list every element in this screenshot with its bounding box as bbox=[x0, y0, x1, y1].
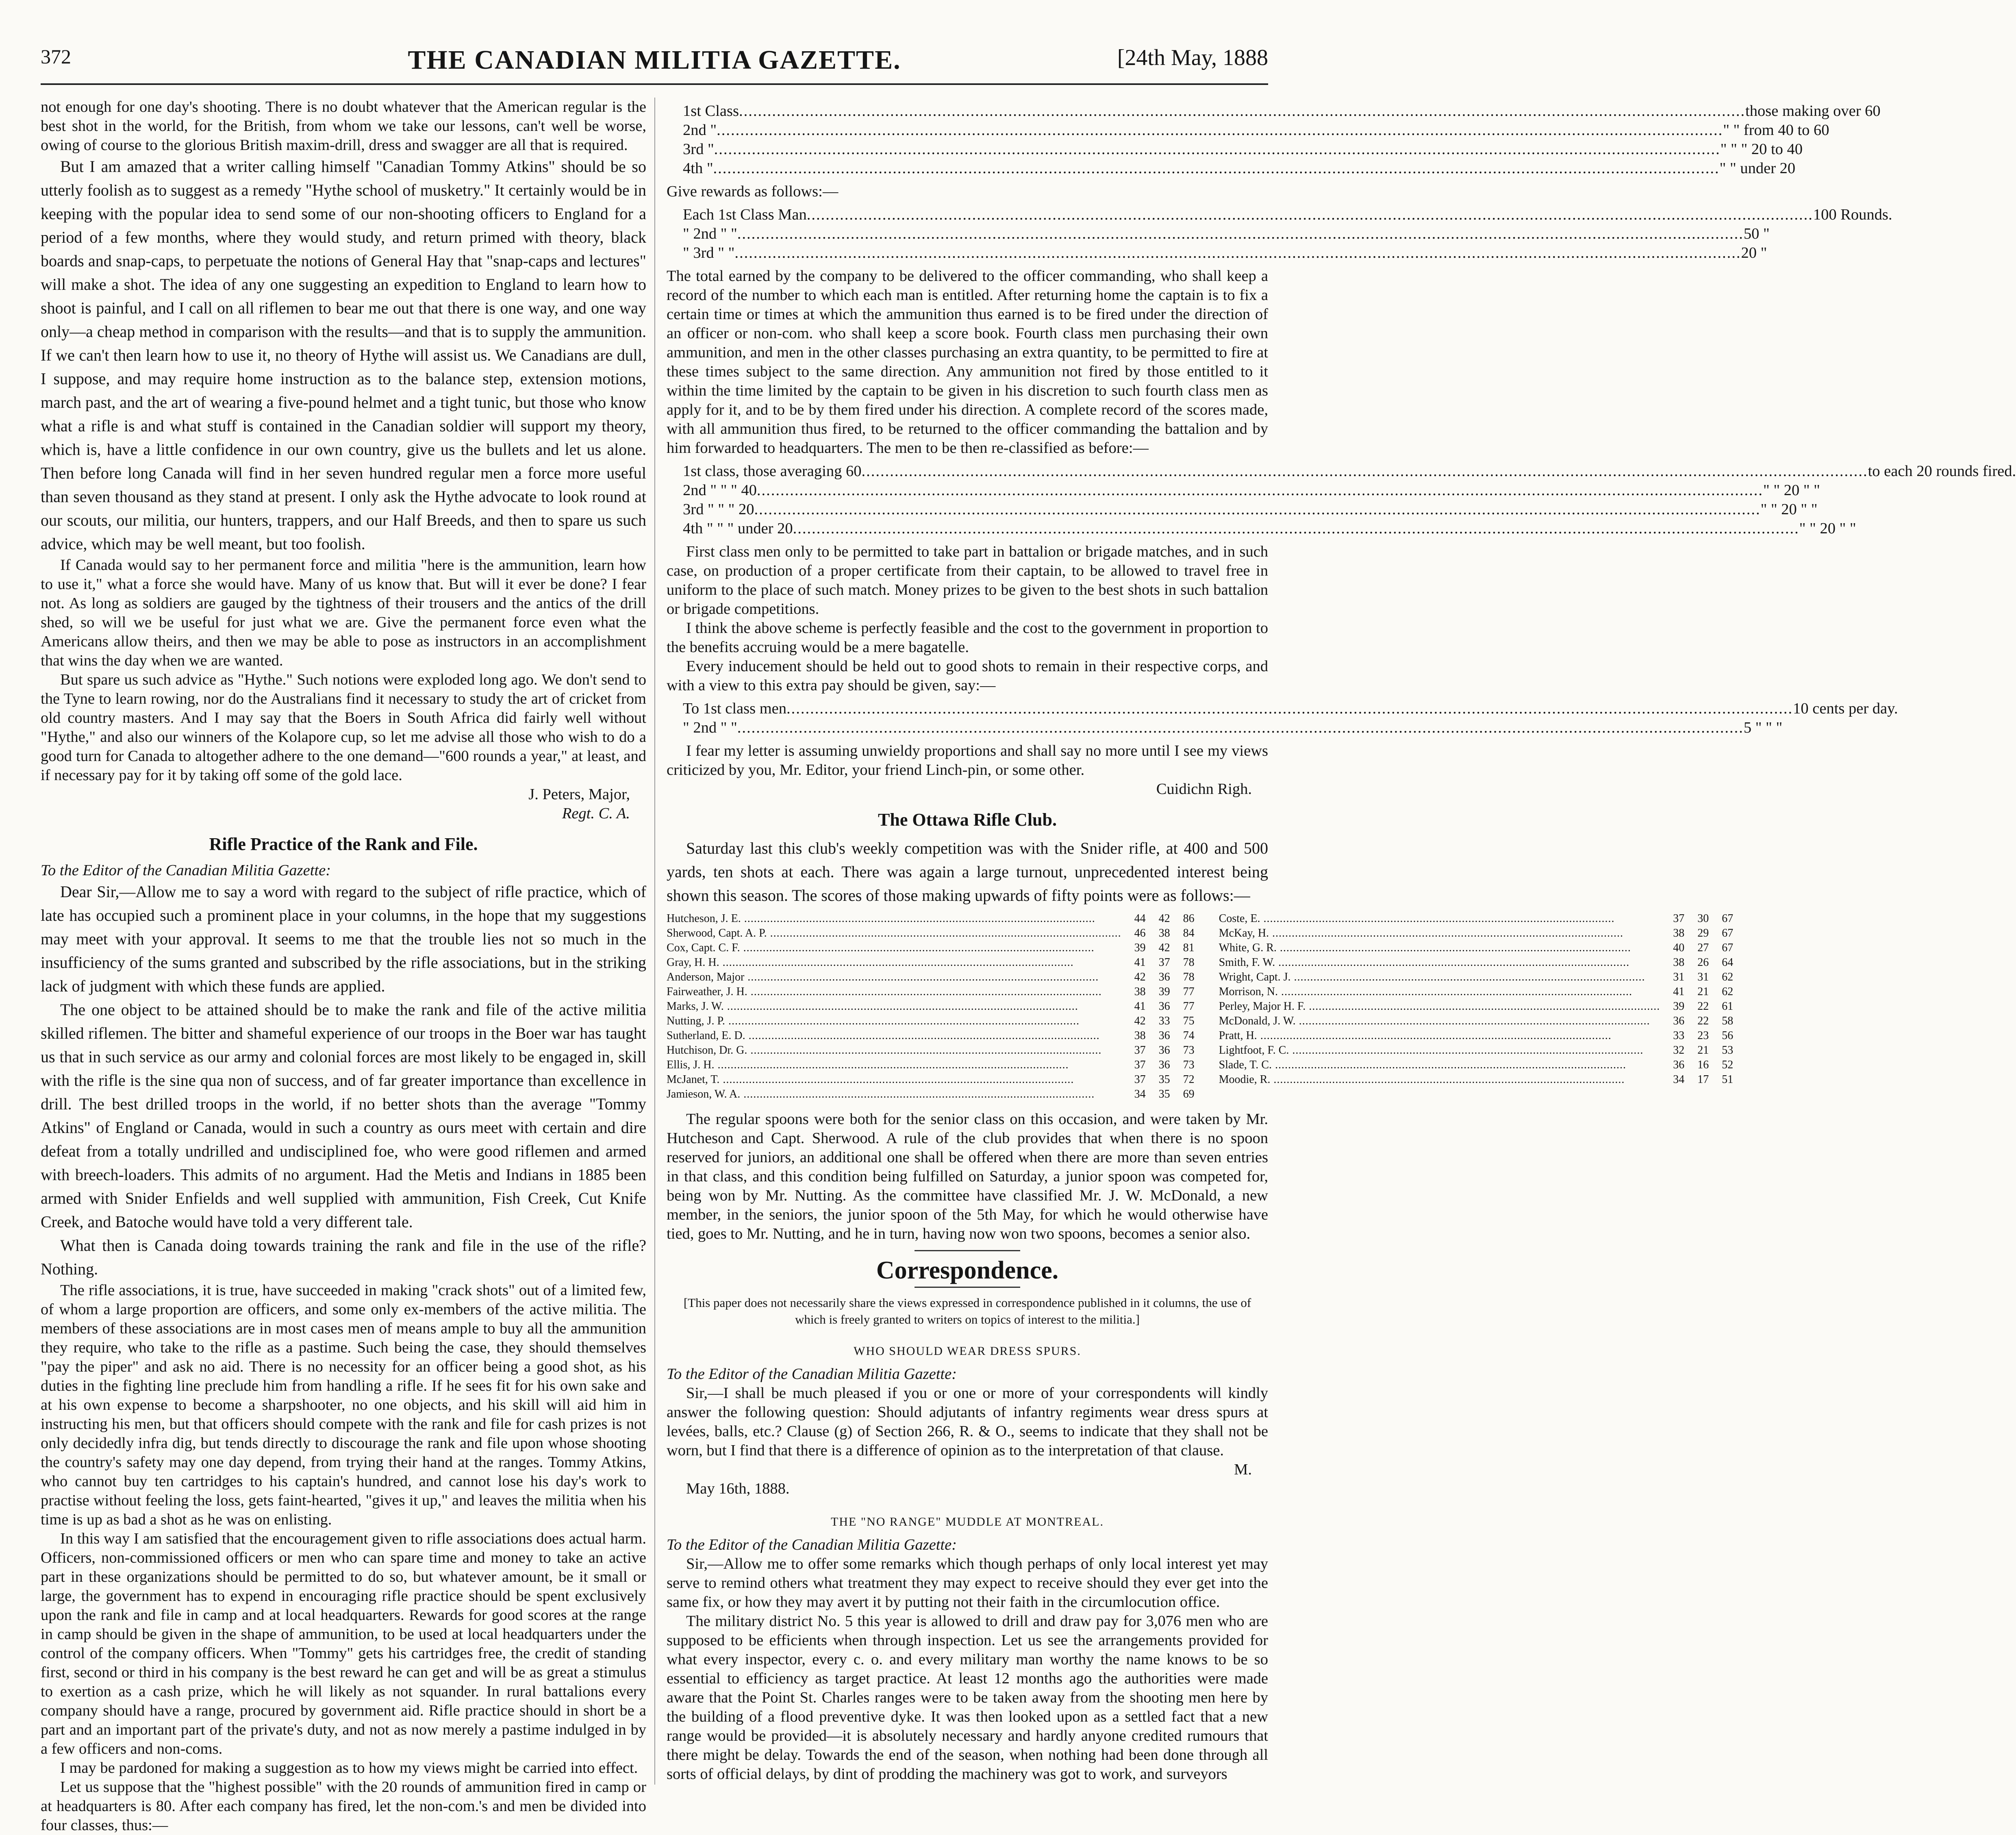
score-value: 34 bbox=[1673, 1073, 1685, 1086]
score-value: 26 bbox=[1697, 956, 1709, 969]
score-value: 40 bbox=[1673, 941, 1685, 954]
score-value: 37 bbox=[1158, 956, 1170, 969]
list-item: " 2nd " " ..... 5 " " " bbox=[683, 718, 1268, 737]
letter-heading: THE "NO RANGE" MUDDLE AT MONTREAL. bbox=[831, 1515, 1104, 1528]
issue-date: [24th May, 1888 bbox=[1117, 45, 1268, 70]
shooter-name: McDonald, J. W. ..... bbox=[1219, 1014, 1660, 1028]
shooter-name: White, G. R. ..... bbox=[1219, 941, 1660, 955]
paragraph: Sir,—Allow me to offer some remarks which though perhaps of only local interest yet may serve to remind others what treatment they may expect to receive should they ever get into the same fix, or how they may avert it by putting not their faith in the circumlocution office. bbox=[667, 1555, 1268, 1611]
shooter-name: Jamieson, W. A. ..... bbox=[667, 1087, 1121, 1102]
score-total: 61 bbox=[1722, 1000, 1734, 1013]
score-value: 38 bbox=[1158, 927, 1170, 939]
score-total: 52 bbox=[1722, 1059, 1734, 1071]
shooter-name: Hutcheson, J. E. ..... bbox=[667, 911, 1121, 926]
shooter-name: McJanet, T. ..... bbox=[667, 1072, 1121, 1087]
score-value: 37 bbox=[1673, 912, 1685, 925]
table-row bbox=[1219, 926, 1734, 941]
shooter-name: Gray, H. H. ..... bbox=[667, 955, 1121, 970]
score-value: 31 bbox=[1673, 971, 1685, 983]
paragraph: The military district No. 5 this year is allowed to drill and draw pay for 3,076 men who are supposed to be efficients when through inspection. Let us see the arrangements provided for what every inspector, every c. o. and every military man worthy the name knows to be so essential to efficiency as target practice. At least 12 months ago the authorities were made aware that the Point St. Charles ranges were to be taken away from the shooting men here by the building of a flood preventive dyke. It was then looked upon as a settled fact that a new range would be provided—it is absolutely necessary and hardly anyone credited rumours that there might be delay. Towards the end of the season, when nothing had been done through all sorts of official delays, by dint of prodding the machinery was got to work, and surveyors bbox=[667, 1613, 1268, 1783]
score-value: 42 bbox=[1158, 912, 1170, 925]
paragraph: Give rewards as follows:— bbox=[667, 183, 839, 200]
table-row bbox=[1219, 970, 1734, 985]
score-value: 36 bbox=[1158, 1000, 1170, 1013]
paragraph: The rifle associations, it is true, have succeeded in making "crack shots" out of a limited few, of whom a large proportion are officers, and some only ex-members of the active militia. The members of these associations are in most cases men of means ample to buy all the ammunition they require, who take to the rifle as a pastime. Such being the case, they should themselves "pay the piper" and ask no aid. There is no necessity for an officer being a good shot, as his duties in the fighting line preclude him from handling a rifle. If he sees fit for his own sake and at his own expense to become a sharpshooter, no one objects, and his skill will aid him in instructing his men, but that officers should compete with the rank and file for cash prizes is not only decidedly infra dig, but tends directly to discourage the rank and file upon whose shooting the country's safety may one day depend, from trying their hand at the ranges. Tommy Atkins, who cannot buy ten cartridges to his captain's hundred, and cannot lose his day's work to practise without feeling the loss, gets faint-hearted, "gives it up," and leaves the militia when his time is up as bad a shot as he was on enlisting. bbox=[41, 1282, 646, 1528]
article-heading: The Ottawa Rifle Club. bbox=[878, 810, 1057, 830]
score-total: 77 bbox=[1183, 1000, 1195, 1013]
paragraph: First class men only to be permitted to take part in battalion or brigade matches, and in such case, on production of a proper certificate from their captain, to be allowed to travel free in uniform to the place of such match. Money prizes to be given to the best shots in such battalion or brigade competitions. bbox=[667, 543, 1268, 617]
table-row bbox=[667, 1014, 1195, 1028]
paragraph: not enough for one day's shooting. There is no doubt whatever that the American regular is the best shot in the world, for the British, from whom we take our lessons, can't well be worse, owing of course to the glorious British maxim-drill, dress and swagger are all that is required. bbox=[41, 98, 646, 154]
table-row bbox=[667, 1043, 1195, 1058]
score-total: 69 bbox=[1183, 1088, 1195, 1100]
page-header bbox=[41, 45, 1268, 81]
letter-heading: WHO SHOULD WEAR DRESS SPURS. bbox=[854, 1344, 1081, 1358]
shooter-name: Pratt, H. ..... bbox=[1219, 1028, 1660, 1043]
score-total: 67 bbox=[1722, 941, 1734, 954]
score-value: 37 bbox=[1134, 1073, 1146, 1086]
score-value: 41 bbox=[1134, 1000, 1146, 1013]
shooter-name: Coste, E. ..... bbox=[1219, 911, 1660, 926]
list-item: " 2nd " " ..... 50 " bbox=[683, 224, 1268, 244]
salutation: To the Editor of the Canadian Militia Gazette: bbox=[41, 862, 331, 879]
shooter-name: Smith, F. W. ..... bbox=[1219, 955, 1660, 970]
table-row bbox=[667, 926, 1195, 941]
score-value: 21 bbox=[1697, 1044, 1709, 1057]
list-item: 4th " ..... " " under 20 bbox=[683, 159, 1268, 178]
paragraph: In this way I am satisfied that the encouragement given to rifle associations does actual harm. Officers, non-commissioned officers or men who can spare time and money to take an active part in these organizations should be permitted to do so, but whatever amount, be it small or large, the government has to expend in encouraging rifle practice should be spent exclusively upon the rank and file in camp and at local headquarters. Rewards for good scores at the range in camp should be given in the shape of ammunition, to be used at local headquarters under the control of the company officers. When "Tommy" gets his cartridges free, the credit of standing first, second or third in his company is the best reward he can get and will be as great a stimulus to exertion as a cash prize, which he will likely as not squander. In rural battalions every company should have a range, procured by government aid. Rifle practice should in short be a part and an important part of the private's duty, and not as now merely a pastime indulged in by a few officers and non-coms. bbox=[41, 1530, 646, 1757]
score-total: 51 bbox=[1722, 1073, 1734, 1086]
table-row bbox=[1219, 985, 1734, 999]
shooter-name: Wright, Capt. J. ..... bbox=[1219, 970, 1660, 985]
section-heading: Correspondence. bbox=[876, 1257, 1059, 1284]
list-item: 1st Class ..... those making over 60 bbox=[683, 102, 1268, 121]
score-value: 33 bbox=[1673, 1029, 1685, 1042]
shooter-name: Nutting, J. P. ..... bbox=[667, 1014, 1121, 1028]
signature-regiment: Regt. C. A. bbox=[562, 805, 630, 822]
rewards-list bbox=[683, 205, 1892, 263]
score-value: 39 bbox=[1673, 1000, 1685, 1013]
list-item: 3rd " ..... " " " 20 to 40 bbox=[683, 140, 1268, 159]
shooter-name: Anderson, Major ..... bbox=[667, 970, 1121, 985]
table-row bbox=[667, 999, 1195, 1014]
salutation: To the Editor of the Canadian Militia Gazette: bbox=[667, 1365, 957, 1383]
list-item: To 1st class men ..... 10 cents per day. bbox=[683, 699, 1268, 718]
score-value: 31 bbox=[1697, 971, 1709, 983]
paragraph: The total earned by the company to be delivered to the officer commanding, who shall keep a record of the number to which each man is entitled. After returning home the captain is to fix a certain time or times at which the ammunition thus earned is to be fired under the direction of an officer or non-com. who shall keep a score book. Fourth class men purchasing their own ammunition, and men in the other classes purchasing an extra quantity, to be permitted to fire at these times subject to the same direction. Any ammunition not fired by those entitled to it within the time limited by the captain to be given in his discretion to such fourth class men as apply for it, and to be by them fired under his direction. A complete record of the scores made, with all ammunition thus fired, to be returned to the officer commanding the battalion and by him forwarded to headquarters. The men to be then re-classified as before:— bbox=[667, 267, 1268, 457]
shooter-name: Perley, Major H. F. ..... bbox=[1219, 999, 1660, 1014]
section-rule bbox=[915, 1287, 1020, 1288]
score-total: 86 bbox=[1183, 912, 1195, 925]
paragraph: Every inducement should be held out to good shots to remain in their respective corps, and with a view to this extra pay should be given, say:— bbox=[667, 658, 1268, 694]
editorial-note: [This paper does not necessarily share the views expressed in correspondence published in it columns, the use of which is freely granted to writers on topics of interest to the militia.] bbox=[683, 1296, 1251, 1326]
score-value: 46 bbox=[1134, 927, 1146, 939]
score-value: 39 bbox=[1134, 941, 1146, 954]
list-item: 2nd " " " 40 ..... " " 20 " " bbox=[683, 481, 1268, 500]
scores-table bbox=[667, 911, 1734, 1102]
signature: Cuidichn Righ. bbox=[1156, 781, 1252, 798]
scores-column-left bbox=[667, 911, 1195, 1102]
shooter-name: Cox, Capt. C. F. ..... bbox=[667, 941, 1121, 955]
signature: M. bbox=[1234, 1461, 1252, 1478]
table-row bbox=[667, 1087, 1195, 1102]
shooter-name: Slade, T. C. ..... bbox=[1219, 1058, 1660, 1072]
paragraph: Sir,—I shall be much pleased if you or one or more of your correspondents will kindly answer the following question: Should adjutants of infantry regiments wear dress spurs at levées, balls, etc.? Clause (g) of Section 266, R. & O., seems to indicate that they shall not be worn, but I find that there is a difference of opinion as to the interpretation of that clause. bbox=[667, 1385, 1268, 1459]
shooter-name: Sutherland, E. D. ..... bbox=[667, 1028, 1121, 1043]
header-rule bbox=[41, 83, 1268, 85]
paragraph: If Canada would say to her permanent force and militia "here is the ammunition, learn how to use it," what a force she would have. Many of us know that. But will it ever be done? I fear not. As long as soldiers are gauged by the tightness of their trousers and the antics of the drill shed, so will we be useful for just what we are. Give the permanent force even what the Americans allow theirs, and then we may be able to pose as instructors in an accomplishment that wins the day when we are wanted. bbox=[41, 557, 646, 669]
score-total: 75 bbox=[1183, 1015, 1195, 1027]
score-value: 42 bbox=[1158, 941, 1170, 954]
table-row bbox=[667, 1028, 1195, 1043]
score-value: 36 bbox=[1158, 1059, 1170, 1071]
list-item: Each 1st Class Man ..... 100 Rounds. bbox=[683, 205, 1268, 224]
gazette-title: THE CANADIAN MILITIA GAZETTE. bbox=[408, 45, 901, 75]
shooter-name: McKay, H. ..... bbox=[1219, 926, 1660, 941]
table-row bbox=[1219, 1028, 1734, 1043]
paragraph: I think the above scheme is perfectly feasible and the cost to the government in proportion to the benefits accruing would be a mere bagatelle. bbox=[667, 620, 1268, 656]
score-value: 41 bbox=[1673, 985, 1685, 998]
table-row bbox=[1219, 1072, 1734, 1087]
score-value: 38 bbox=[1673, 956, 1685, 969]
right-column bbox=[667, 98, 2016, 1784]
score-value: 36 bbox=[1673, 1059, 1685, 1071]
score-total: 72 bbox=[1183, 1073, 1195, 1086]
paragraph: Saturday last this club's weekly competition was with the Snider rifle, at 400 and 500 yards, ten shots at each. There was again a large turnout, unprecedented interest being shown this season. The scores of those making upwards of fifty points were as follows:— bbox=[667, 839, 1268, 904]
table-row bbox=[1219, 1058, 1734, 1072]
table-row bbox=[1219, 941, 1734, 955]
shooter-name: Lightfoot, F. C. ..... bbox=[1219, 1043, 1660, 1058]
score-value: 35 bbox=[1158, 1088, 1170, 1100]
paragraph: The one object to be attained should be to make the rank and file of the active militia skilled riflemen. The bitter and shameful experience of our troops in the Boer war has taught us that in such service as our army and colonial forces are most likely to be engaged in, skill with the rifle is the sine qua non of success, and of far greater importance than excellence in drill. The best drilled troops in the world, if no better shots than the average "Tommy Atkins" of England or Canada, would in such a country as ours meet with certain and dire defeat from a totally undrilled and undisciplined foe, who were good riflemen and armed with breech-loaders. This admits of no argument. Had the Metis and Indians in 1885 been armed with Snider Enfields and well supplied with ammunition, Fish Creek, Cut Knife Creek, and Batoche would have told a very different tale. bbox=[41, 1000, 646, 1231]
table-row bbox=[1219, 1014, 1734, 1028]
list-item: 2nd " ..... " " from 40 to 60 bbox=[683, 121, 1268, 140]
table-row bbox=[667, 1058, 1195, 1072]
article-heading: Rifle Practice of the Rank and File. bbox=[209, 834, 478, 854]
list-item: 4th " " " under 20 ..... " " 20 " " bbox=[683, 519, 1268, 538]
paragraph: The regular spoons were both for the senior class on this occasion, and were taken by Mr. Hutcheson and Capt. Sherwood. A rule of the club provides that when there is no spoon reserved for juniors, an additional one shall be offered when there are more than seven entries in that class, and this condition being fulfilled on Saturday, a junior spoon was competed for, being won by Mr. Nutting. As the committee have classified Mr. J. W. McDonald, a new member, in the seniors, the junior spoon of the 5th May, for which he would otherwise have tied, goes to Mr. Nutting, and he in turn, having now won two spoons, becomes a senior also. bbox=[667, 1111, 1268, 1242]
score-total: 62 bbox=[1722, 971, 1734, 983]
score-value: 36 bbox=[1673, 1015, 1685, 1027]
score-value: 38 bbox=[1134, 985, 1146, 998]
shooter-name: Ellis, J. H. ..... bbox=[667, 1058, 1121, 1072]
score-total: 77 bbox=[1183, 985, 1195, 998]
paragraph: I may be pardoned for making a suggestion as to how my views might be carried into effect. bbox=[60, 1759, 638, 1776]
score-value: 22 bbox=[1697, 1015, 1709, 1027]
paragraph: But spare us such advice as "Hythe." Such notions were exploded long ago. We don't send to the Tyne to learn rowing, nor do the Australians find it necessary to study the art of cricket from old country masters. And I may say that the Boers in South Africa did fairly well without "Hythe," and also our winners of the Kolapore cup, so let me advise all those who wish to do a good turn for Canada to altogether adhere to the one demand—"600 rounds a year," at least, and if necessary pay for it by taking off some of the gold lace. bbox=[41, 671, 646, 784]
score-total: 64 bbox=[1722, 956, 1734, 969]
score-value: 22 bbox=[1697, 1000, 1709, 1013]
score-value: 33 bbox=[1158, 1015, 1170, 1027]
score-value: 36 bbox=[1158, 1044, 1170, 1057]
table-row bbox=[667, 955, 1195, 970]
score-value: 42 bbox=[1134, 1015, 1146, 1027]
letter-date: May 16th, 1888. bbox=[686, 1480, 790, 1497]
score-total: 74 bbox=[1183, 1029, 1195, 1042]
score-value: 16 bbox=[1697, 1059, 1709, 1071]
scores-column-right bbox=[1219, 911, 1734, 1102]
table-row bbox=[667, 941, 1195, 955]
score-value: 42 bbox=[1134, 971, 1146, 983]
salutation: To the Editor of the Canadian Militia Gazette: bbox=[667, 1536, 957, 1553]
table-row bbox=[1219, 1043, 1734, 1058]
score-value: 37 bbox=[1134, 1044, 1146, 1057]
score-value: 44 bbox=[1134, 912, 1146, 925]
score-value: 39 bbox=[1158, 985, 1170, 998]
score-total: 58 bbox=[1722, 1015, 1734, 1027]
signature: J. Peters, Major, bbox=[528, 786, 630, 803]
score-value: 23 bbox=[1697, 1029, 1709, 1042]
score-value: 30 bbox=[1697, 912, 1709, 925]
shooter-name: Marks, J. W. ..... bbox=[667, 999, 1121, 1014]
paragraph: Dear Sir,—Allow me to say a word with regard to the subject of rifle practice, which of late has occupied such a prominent place in your columns, in the hope that my suggestions may meet with your approval. It seems to me that the trouble lies not so much in the insufficiency of the sums granted and subscribed by the rifle associations, but in the striking lack of judgment with which these funds are applied. bbox=[41, 883, 646, 995]
shooter-name: Sherwood, Capt. A. P. ..... bbox=[667, 926, 1121, 941]
table-row bbox=[667, 985, 1195, 999]
score-total: 62 bbox=[1722, 985, 1734, 998]
table-row bbox=[667, 970, 1195, 985]
score-value: 17 bbox=[1697, 1073, 1709, 1086]
paragraph: What then is Canada doing towards training the rank and file in the use of the rifle? Nothing. bbox=[41, 1236, 646, 1278]
column-divider bbox=[654, 98, 655, 1785]
list-item: 3rd " " " 20 ..... " " 20 " " bbox=[683, 500, 1268, 519]
score-value: 29 bbox=[1697, 927, 1709, 939]
score-total: 73 bbox=[1183, 1044, 1195, 1057]
score-value: 32 bbox=[1673, 1044, 1685, 1057]
score-value: 36 bbox=[1158, 971, 1170, 983]
shooter-name: Morrison, N. ..... bbox=[1219, 985, 1660, 999]
score-value: 34 bbox=[1134, 1088, 1146, 1100]
score-total: 67 bbox=[1722, 912, 1734, 925]
shooter-name: Moodie, R. ..... bbox=[1219, 1072, 1660, 1087]
score-total: 81 bbox=[1183, 941, 1195, 954]
score-total: 67 bbox=[1722, 927, 1734, 939]
score-total: 78 bbox=[1183, 971, 1195, 983]
paragraph: But I am amazed that a writer calling himself "Canadian Tommy Atkins" should be so utterly foolish as to suggest as a remedy "Hythe school of musketry." It certainly would be in keeping with the popular idea to send some of our non-shooting officers to England for a period of a few months, where they would study, and return primed with theory, black boards and snap-caps, to perpetuate the notions of General Hay that "snap-caps and lectures" will make a shot. The idea of any one suggesting an expedition to England to learn how to shoot is painful, and I call on all riflemen to bear me out that there is one way, and one way only—a cheap method in comparison with the results—and that is to supply the ammunition. If we can't then learn how to use it, no theory of Hythe will assist us. We Canadians are dull, I suppose, and may require home instruction as to the balance step, extension motions, march past, and the art of wearing a five-pound helmet and a tight tunic, but those who know what a rifle is and what stuff is contained in the Canadian soldier will support my theory, which is, have a little confidence in our own country, give us the bullets and let us alone. Then before long Canada will find in her seven hundred regular men a force more useful than seven thousand as they stand at present. I only ask the Hythe advocate to look round at our scouts, our militia, our hunters, trappers, and our Half Breeds, and then to spare us such advice, which may be well meant, but too foolish. bbox=[41, 157, 646, 553]
score-total: 78 bbox=[1183, 956, 1195, 969]
shooter-name: Hutchison, Dr. G. ..... bbox=[667, 1043, 1121, 1058]
table-row bbox=[667, 1072, 1195, 1087]
score-value: 38 bbox=[1134, 1029, 1146, 1042]
table-row bbox=[1219, 911, 1734, 926]
score-total: 84 bbox=[1183, 927, 1195, 939]
left-column bbox=[41, 98, 646, 1835]
table-row bbox=[1219, 999, 1734, 1014]
score-value: 21 bbox=[1697, 985, 1709, 998]
score-value: 35 bbox=[1158, 1073, 1170, 1086]
score-value: 37 bbox=[1134, 1059, 1146, 1071]
score-value: 36 bbox=[1158, 1029, 1170, 1042]
table-row bbox=[667, 911, 1195, 926]
score-value: 38 bbox=[1673, 927, 1685, 939]
list-item: " 3rd " " ..... 20 " bbox=[683, 244, 1268, 263]
score-total: 73 bbox=[1183, 1059, 1195, 1071]
pay-list bbox=[683, 699, 1898, 737]
list-item: 1st class, those averaging 60 ..... to each 20 rounds fired. bbox=[683, 462, 1268, 481]
class-list bbox=[683, 102, 1881, 178]
reclass-list bbox=[683, 462, 2016, 538]
score-value: 27 bbox=[1697, 941, 1709, 954]
score-total: 56 bbox=[1722, 1029, 1734, 1042]
shooter-name: Fairweather, J. H. ..... bbox=[667, 985, 1121, 999]
paragraph: I fear my letter is assuming unwieldy proportions and shall say no more until I see my views criticized by you, Mr. Editor, your friend Linch-pin, or some other. bbox=[667, 742, 1268, 778]
score-total: 53 bbox=[1722, 1044, 1734, 1057]
page-number: 372 bbox=[41, 45, 71, 68]
section-rule bbox=[915, 1250, 1020, 1251]
score-value: 41 bbox=[1134, 956, 1146, 969]
table-row bbox=[1219, 955, 1734, 970]
paragraph: Let us suppose that the "highest possible" with the 20 rounds of ammunition fired in camp or at headquarters is 80. After each company has fired, let the non-com.'s and men be divided into four classes, thus:— bbox=[41, 1778, 646, 1834]
